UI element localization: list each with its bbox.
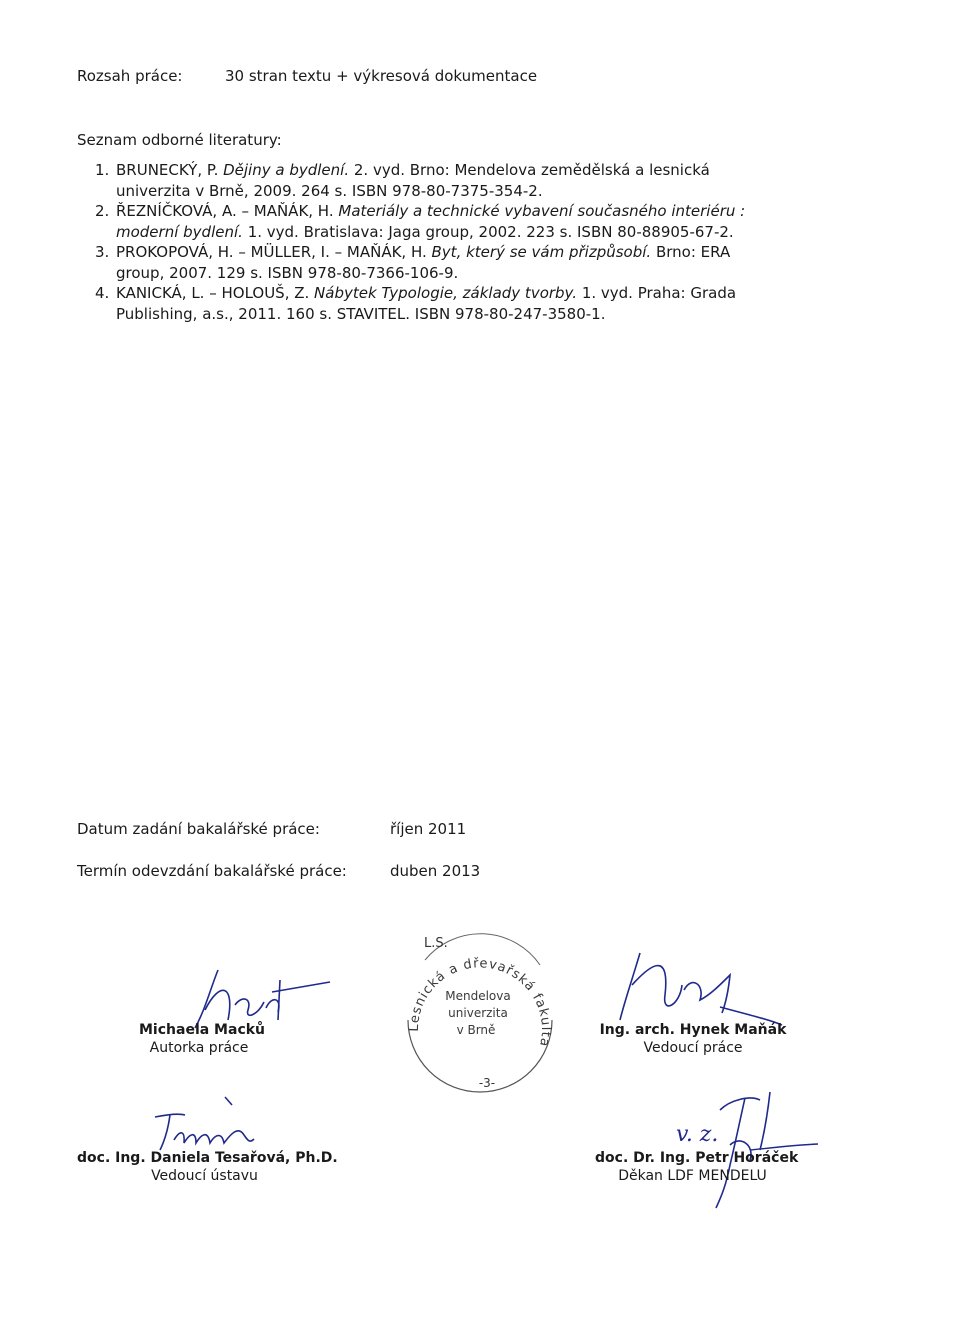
literature-item-details: Brno: ERA group, 2007. 129 s. ISBN 978-80-7366-106-9. — [116, 243, 731, 282]
literature-item-authors: PROKOPOVÁ, H. – MÜLLER, I. – MAŇÁK, H. — [116, 243, 432, 261]
institute-head-handwritten-signature — [150, 1095, 270, 1155]
assignment-date-label: Datum zadání bakalářské práce: — [77, 820, 320, 838]
stamp-line-1: Mendelova — [445, 989, 511, 1003]
deadline-date-row — [77, 862, 481, 880]
literature-item — [95, 283, 775, 324]
stamp-ls: L.S. — [424, 936, 448, 951]
literature-item-authors: ŘEZNÍČKOVÁ, A. – MAŇÁK, H. — [116, 202, 339, 220]
literature-item — [95, 160, 775, 201]
literature-item-title: Byt, který se vám přizpůsobí. — [431, 243, 652, 261]
literature-item-number: 1. — [95, 161, 110, 179]
literature-item-authors: KANICKÁ, L. – HOLOUŠ, Z. — [116, 284, 315, 302]
stamp-line-2: univerzita — [448, 1006, 508, 1020]
deadline-date-value: duben 2013 — [390, 862, 481, 880]
literature-item-number: 3. — [95, 243, 110, 261]
dean-name: doc. Dr. Ing. Petr Horáček — [595, 1150, 799, 1166]
supervisor-role: Vedoucí práce — [643, 1040, 743, 1056]
supervisor-name: Ing. arch. Hynek Maňák — [599, 1022, 787, 1038]
scope-value: 30 stran textu + výkresová dokumentace — [225, 67, 538, 85]
dean-handwritten-note: v. z. — [676, 1122, 719, 1147]
literature-item-title: Dějiny a bydlení. — [223, 161, 350, 179]
stamp-line-3: v Brně — [456, 1023, 496, 1037]
stamp-ring-text: Lesnická a dřevařská fakulta — [406, 956, 554, 1049]
deadline-date-label: Termín odevzdání bakalářské práce: — [77, 862, 347, 880]
dean-role: Děkan LDF MENDELU — [618, 1168, 767, 1184]
faculty-stamp — [390, 925, 570, 1105]
literature-heading: Seznam odborné literatury: — [77, 131, 282, 149]
assignment-date-row — [77, 820, 467, 838]
assignment-date-value: říjen 2011 — [390, 820, 467, 838]
author-role: Autorka práce — [149, 1040, 249, 1056]
institute-head-role: Vedoucí ústavu — [151, 1168, 258, 1184]
literature-item-details: 1. vyd. Praha: Grada Publishing, a.s., 2011. 160 s. STAVITEL. ISBN 978-80-247-3580-1. — [116, 284, 737, 323]
stamp-number: -3- — [478, 1076, 496, 1090]
literature-item-title: Materiály a technické vybavení současného interiéru : moderní bydlení. — [116, 202, 746, 241]
literature-item-details: 1. vyd. Bratislava: Jaga group, 2002. 223 s. ISBN 80-88905-67-2. — [242, 222, 734, 241]
literature-item — [95, 201, 775, 242]
literature-item-number: 2. — [95, 202, 110, 220]
author-name: Michaela Macků — [139, 1022, 266, 1038]
literature-item-number: 4. — [95, 284, 110, 302]
institute-head-name: doc. Ing. Daniela Tesařová, Ph.D. — [77, 1150, 338, 1166]
literature-list — [95, 160, 775, 324]
literature-item-details: 2. vyd. Brno: Mendelova zemědělská a lesnická univerzita v Brně, 2009. 264 s. ISBN 978-80-7375-354-2. — [116, 161, 710, 200]
literature-item — [95, 242, 775, 283]
literature-item-authors: BRUNECKÝ, P. — [116, 161, 224, 179]
literature-item-title: Nábytek Typologie, základy tvorby. — [314, 284, 578, 302]
scope-label: Rozsah práce: — [77, 67, 183, 85]
